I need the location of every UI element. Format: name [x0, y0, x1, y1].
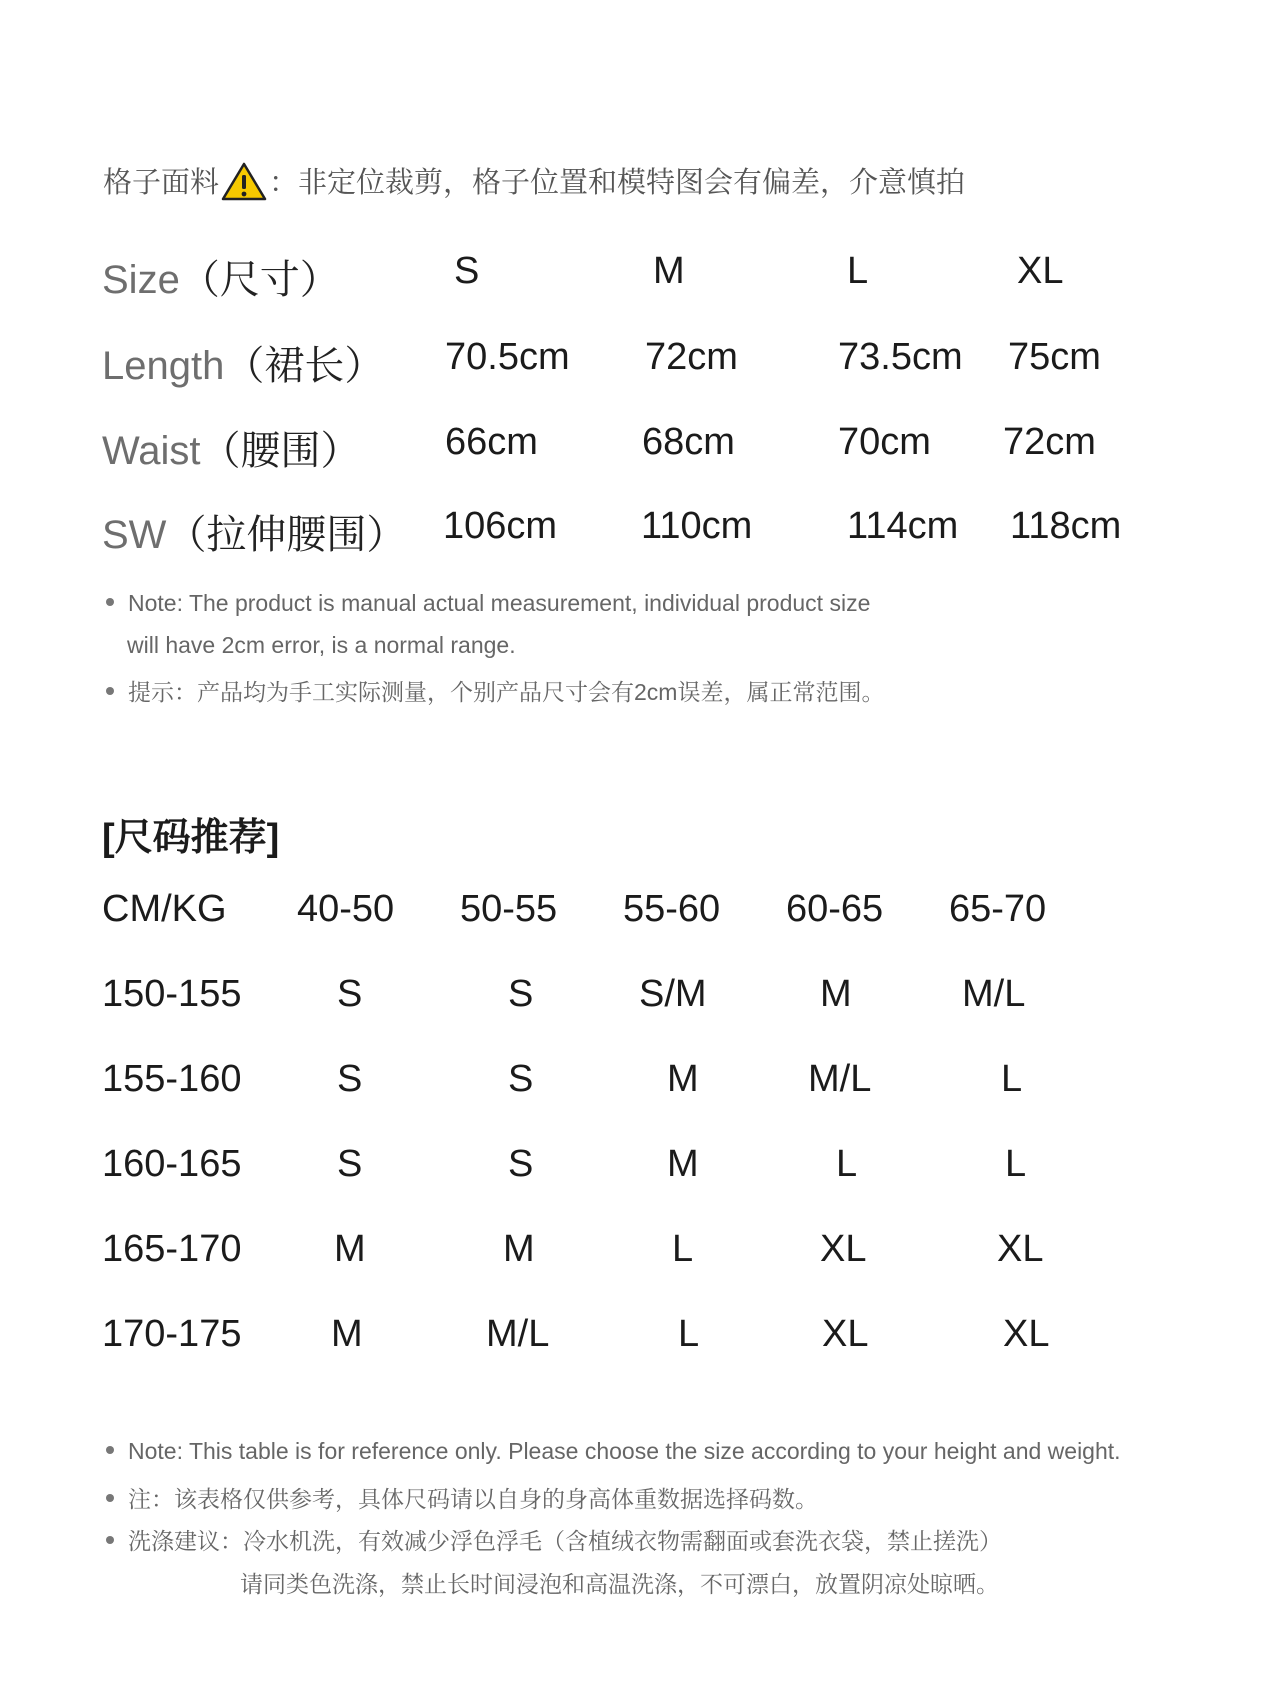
rec-cell: L: [672, 1228, 694, 1270]
rec-cell: XL: [822, 1313, 869, 1355]
rec-cell: S: [337, 973, 363, 1015]
size-header-s: S: [454, 250, 480, 292]
size-label-cn: （尺寸）: [179, 258, 340, 302]
rec-row-label: 150-155: [102, 973, 242, 1015]
rec-cell: XL: [820, 1228, 867, 1270]
rec-cell: L: [1005, 1143, 1027, 1185]
sw-label: [102, 503, 406, 560]
length-label-cn: （裙长）: [224, 344, 385, 388]
table-note-cn: 注：该表格仅供参考，具体尺码请以自身的身高体重数据选择码数。: [106, 1481, 818, 1514]
waist-label-cn: （腰围）: [200, 429, 361, 473]
warning-prefix: 格子面料: [103, 167, 220, 199]
waist-l: 70cm: [838, 421, 931, 463]
rec-cell: S: [337, 1058, 363, 1100]
rec-cell: S: [337, 1143, 363, 1185]
sw-m: 110cm: [641, 505, 753, 547]
rec-cell: M: [331, 1313, 363, 1355]
rec-cell: M/L: [962, 973, 1026, 1015]
washing-advice-cont: 请同类色洗涤，禁止长时间浸泡和高温洗涤，不可漂白，放置阴凉处晾晒。: [240, 1571, 999, 1597]
waist-xl: 72cm: [1003, 421, 1096, 463]
rec-row-label: 155-160: [102, 1058, 242, 1100]
rec-cell: M: [667, 1143, 699, 1185]
rec-header-55-60: 55-60: [623, 888, 721, 930]
waist-s: 66cm: [445, 421, 538, 463]
sw-label-cn: （拉伸腰围）: [166, 513, 407, 557]
rec-cell: M: [820, 973, 852, 1015]
rec-cell: L: [836, 1143, 858, 1185]
sw-xl: 118cm: [1010, 505, 1122, 547]
bullet-dot: [106, 687, 114, 695]
bullet-dot: [106, 598, 114, 606]
size-header-l: L: [847, 250, 869, 292]
bullet-dot: [106, 1536, 114, 1544]
waist-m: 68cm: [642, 421, 735, 463]
warning-icon: [221, 161, 267, 201]
rec-cell: S/M: [639, 973, 707, 1015]
size-header-xl: XL: [1017, 250, 1064, 292]
sw-label-en: SW: [102, 513, 167, 557]
rec-cell: L: [1001, 1058, 1023, 1100]
length-label: [102, 334, 384, 391]
waist-label: [102, 419, 361, 476]
rec-cell: XL: [997, 1228, 1044, 1270]
rec-cell: M: [667, 1058, 699, 1100]
size-header-label: [102, 248, 340, 305]
rec-row-label: 170-175: [102, 1313, 242, 1355]
rec-header-65-70: 65-70: [949, 888, 1047, 930]
rec-cell: M/L: [486, 1313, 550, 1355]
sw-l: 114cm: [847, 505, 959, 547]
bullet-dot: [106, 1446, 114, 1454]
rec-header-corner: CM/KG: [102, 888, 227, 930]
sw-s: 106cm: [443, 505, 558, 547]
rec-cell: M: [503, 1228, 535, 1270]
rec-header-40-50: 40-50: [297, 888, 395, 930]
rec-cell: S: [508, 1058, 534, 1100]
waist-label-en: Waist: [102, 429, 201, 473]
length-xl: 75cm: [1008, 336, 1101, 378]
size-header-m: M: [653, 250, 685, 292]
rec-cell: XL: [1003, 1313, 1050, 1355]
rec-cell: S: [508, 973, 534, 1015]
recommend-title: [尺码推荐]: [102, 817, 280, 859]
rec-header-60-65: 60-65: [786, 888, 884, 930]
note-en: Note: The product is manual actual measurement, individual product size: [106, 590, 870, 617]
rec-cell: M: [334, 1228, 366, 1270]
bullet-dot: [106, 1494, 114, 1502]
washing-advice: 洗涤建议：冷水机洗，有效减少浮色浮毛（含植绒衣物需翻面或套洗衣袋，禁止搓洗）: [106, 1523, 1002, 1556]
note-en-cont: will have 2cm error, is a normal range.: [127, 632, 516, 658]
rec-row-label: 160-165: [102, 1143, 242, 1185]
rec-row-label: 165-170: [102, 1228, 242, 1270]
length-s: 70.5cm: [445, 336, 570, 378]
note-cn: 提示：产品均为手工实际测量，个别产品尺寸会有2cm误差，属正常范围。: [106, 674, 884, 707]
table-note-en: Note: This table is for reference only. Please choose the size according to your height and weight.: [106, 1438, 1121, 1465]
length-label-en: Length: [102, 344, 225, 388]
rec-cell: L: [678, 1313, 700, 1355]
rec-cell: S: [508, 1143, 534, 1185]
length-m: 72cm: [645, 336, 738, 378]
rec-cell: M/L: [808, 1058, 872, 1100]
fabric-warning: [103, 160, 965, 201]
size-label-en: Size: [102, 258, 180, 302]
warning-text: ：非定位裁剪，格子位置和模特图会有偏差，介意慎拍: [269, 167, 966, 199]
rec-header-50-55: 50-55: [460, 888, 558, 930]
length-l: 73.5cm: [838, 336, 963, 378]
